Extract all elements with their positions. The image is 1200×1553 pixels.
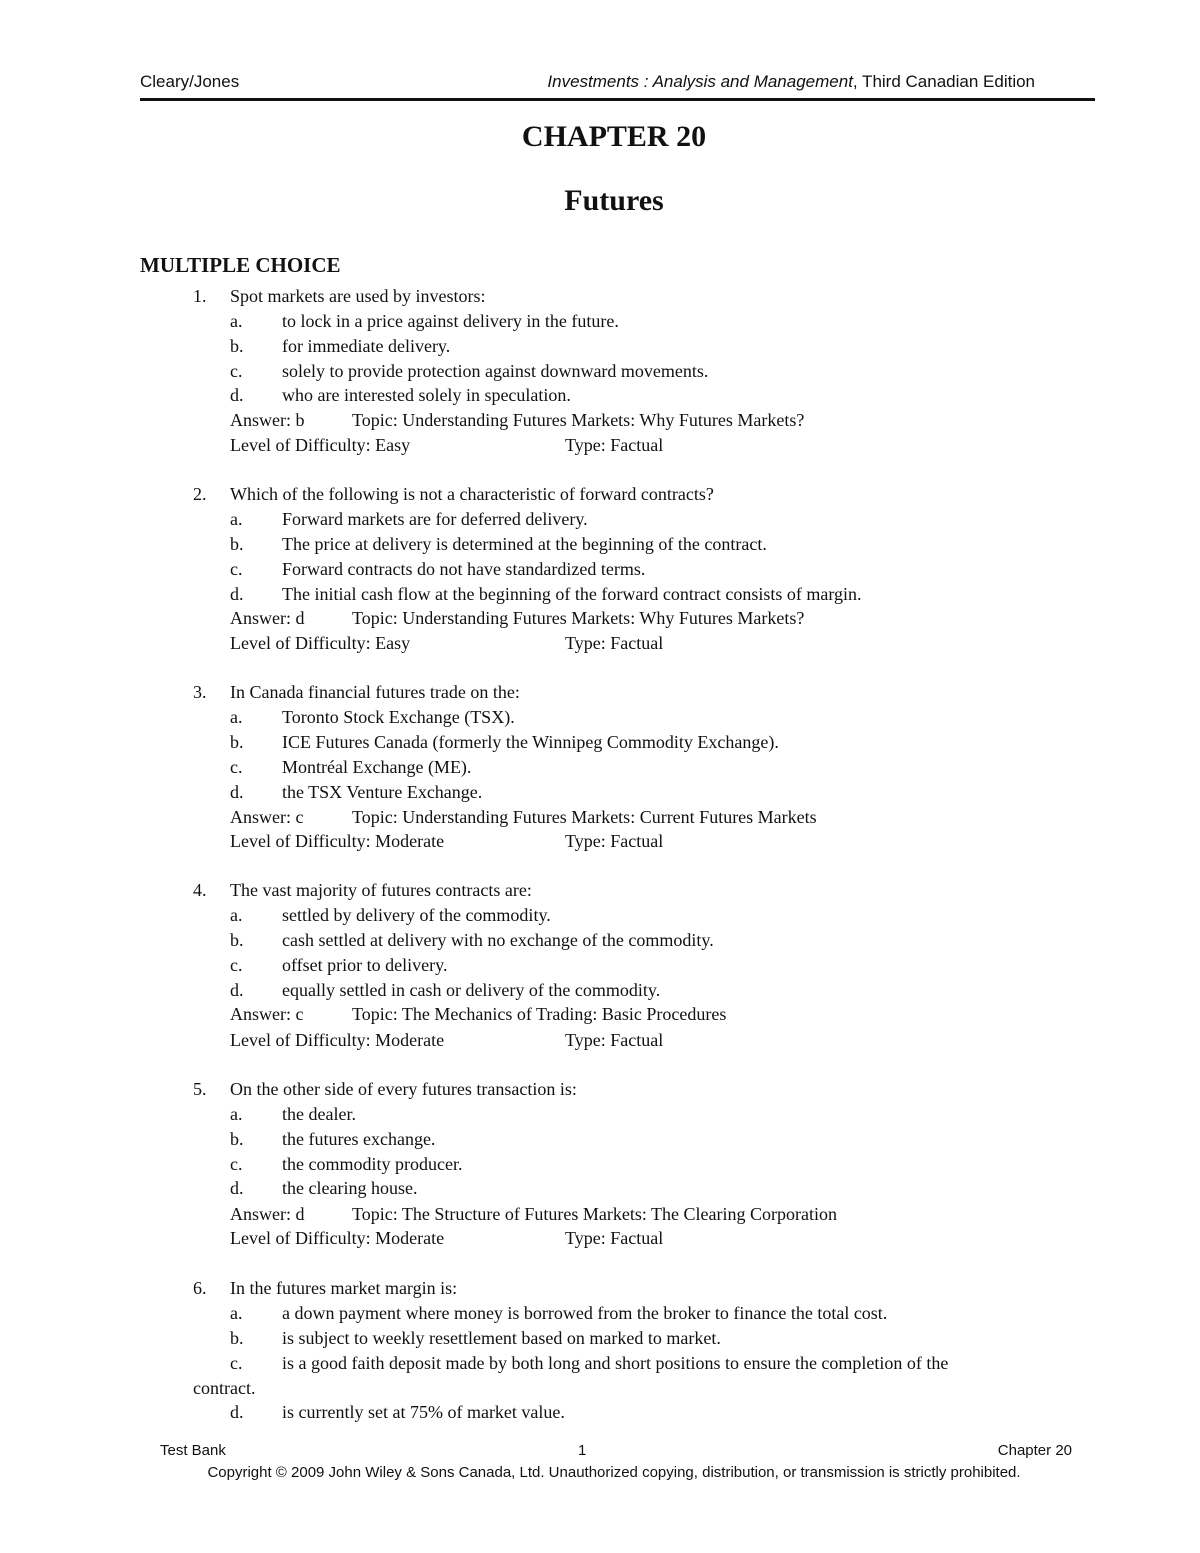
answer-topic: Topic: The Mechanics of Trading: Basic Procedures	[352, 1004, 727, 1024]
option-letter: a.	[230, 905, 243, 925]
option-letter: d.	[230, 1402, 244, 1422]
question-type: Type: Factual	[565, 1030, 664, 1050]
running-header	[140, 70, 1095, 101]
option-letter: d.	[230, 980, 244, 1000]
difficulty-level: Level of Difficulty: Easy	[230, 435, 411, 455]
section-heading: MULTIPLE CHOICE	[140, 253, 341, 277]
option-letter: b.	[230, 534, 244, 554]
option-text: Forward markets are for deferred delivery.	[282, 509, 588, 529]
answer-topic: Topic: The Structure of Futures Markets: The Clearing Corporation	[352, 1204, 837, 1224]
option-text: Toronto Stock Exchange (TSX).	[282, 707, 515, 727]
chapter-title: CHAPTER 20	[521, 120, 707, 153]
option-text: cash settled at delivery with no exchange of the commodity.	[282, 930, 714, 950]
option-letter: a.	[230, 311, 243, 331]
option-text: the clearing house.	[282, 1178, 418, 1198]
question-number: 4.	[193, 880, 207, 900]
question-stem: In Canada financial futures trade on the:	[230, 682, 520, 702]
option-text-continuation: contract.	[193, 1378, 256, 1398]
question-number: 2.	[193, 484, 207, 504]
question-number: 6.	[193, 1278, 207, 1298]
option-letter: b.	[230, 1129, 244, 1149]
answer-key: Answer: c	[230, 1004, 304, 1024]
option-letter: c.	[230, 1353, 243, 1373]
option-letter: a.	[230, 707, 243, 727]
question-stem: Spot markets are used by investors:	[230, 286, 486, 306]
option-letter: d.	[230, 385, 244, 405]
question-stem: On the other side of every futures transaction is:	[230, 1079, 577, 1099]
option-letter: a.	[230, 1303, 243, 1323]
option-letter: d.	[230, 782, 244, 802]
answer-key: Answer: d	[230, 1204, 305, 1224]
option-text: The price at delivery is determined at the beginning of the contract.	[282, 534, 767, 554]
difficulty-level: Level of Difficulty: Moderate	[230, 1030, 445, 1050]
option-letter: b.	[230, 1328, 244, 1348]
option-text: ICE Futures Canada (formerly the Winnipeg Commodity Exchange).	[282, 732, 779, 752]
option-text: to lock in a price against delivery in the future.	[282, 311, 619, 331]
answer-topic: Topic: Understanding Futures Markets: Why Futures Markets?	[352, 608, 805, 628]
question-type: Type: Factual	[565, 1228, 664, 1248]
chapter-topic: Futures	[564, 184, 664, 217]
footer-right: Chapter 20	[997, 1442, 1072, 1459]
copyright-notice: Copyright © 2009 John Wiley & Sons Canada, Ltd. Unauthorized copying, distribution, or transmission is strictly prohibited.	[207, 1464, 1021, 1481]
difficulty-level: Level of Difficulty: Moderate	[230, 1228, 445, 1248]
option-text: the futures exchange.	[282, 1129, 436, 1149]
option-letter: c.	[230, 757, 243, 777]
option-text: for immediate delivery.	[282, 336, 451, 356]
footer-left: Test Bank	[160, 1442, 226, 1459]
option-text: solely to provide protection against downward movements.	[282, 361, 709, 381]
answer-topic: Topic: Understanding Futures Markets: Current Futures Markets	[352, 807, 817, 827]
question-number: 3.	[193, 682, 207, 702]
header-book-title	[547, 72, 1035, 92]
option-text: the TSX Venture Exchange.	[282, 782, 483, 802]
option-text: Forward contracts do not have standardized terms.	[282, 559, 646, 579]
question-number: 1.	[193, 286, 207, 306]
option-text: is currently set at 75% of market value.	[282, 1402, 565, 1422]
question-type: Type: Factual	[565, 633, 664, 653]
question-number: 5.	[193, 1079, 207, 1099]
question-stem: In the futures market margin is:	[230, 1278, 458, 1298]
option-letter: c.	[230, 1154, 243, 1174]
question-stem: The vast majority of futures contracts are:	[230, 880, 532, 900]
option-letter: c.	[230, 955, 243, 975]
option-text: settled by delivery of the commodity.	[282, 905, 551, 925]
difficulty-level: Level of Difficulty: Moderate	[230, 831, 445, 851]
option-text: a down payment where money is borrowed from the broker to finance the total cost.	[282, 1303, 888, 1323]
option-letter: d.	[230, 1178, 244, 1198]
header-title-italic: Investments : Analysis and Management	[547, 72, 853, 91]
option-text: the commodity producer.	[282, 1154, 463, 1174]
answer-key: Answer: d	[230, 608, 305, 628]
option-letter: c.	[230, 559, 243, 579]
header-edition: , Third Canadian Edition	[852, 72, 1035, 91]
option-letter: a.	[230, 509, 243, 529]
answer-key: Answer: c	[230, 807, 304, 827]
option-letter: b.	[230, 930, 244, 950]
option-text: The initial cash flow at the beginning of the forward contract consists of margin.	[282, 584, 862, 604]
option-letter: c.	[230, 361, 243, 381]
option-text: who are interested solely in speculation.	[282, 385, 571, 405]
option-text: is subject to weekly resettlement based on marked to market.	[282, 1328, 721, 1348]
option-letter: b.	[230, 336, 244, 356]
option-letter: a.	[230, 1104, 243, 1124]
option-text: offset prior to delivery.	[282, 955, 448, 975]
answer-topic: Topic: Understanding Futures Markets: Why Futures Markets?	[352, 410, 805, 430]
option-letter: b.	[230, 732, 244, 752]
option-letter: d.	[230, 584, 244, 604]
question-type: Type: Factual	[565, 435, 664, 455]
question-type: Type: Factual	[565, 831, 664, 851]
header-authors: Cleary/Jones	[140, 72, 240, 91]
page-number: 1	[578, 1442, 587, 1459]
answer-key: Answer: b	[230, 410, 305, 430]
option-text: is a good faith deposit made by both long and short positions to ensure the completion of the	[282, 1353, 949, 1373]
option-text: Montréal Exchange (ME).	[282, 757, 472, 777]
question-stem: Which of the following is not a characteristic of forward contracts?	[230, 484, 714, 504]
difficulty-level: Level of Difficulty: Easy	[230, 633, 411, 653]
option-text: the dealer.	[282, 1104, 356, 1124]
option-text: equally settled in cash or delivery of the commodity.	[282, 980, 661, 1000]
